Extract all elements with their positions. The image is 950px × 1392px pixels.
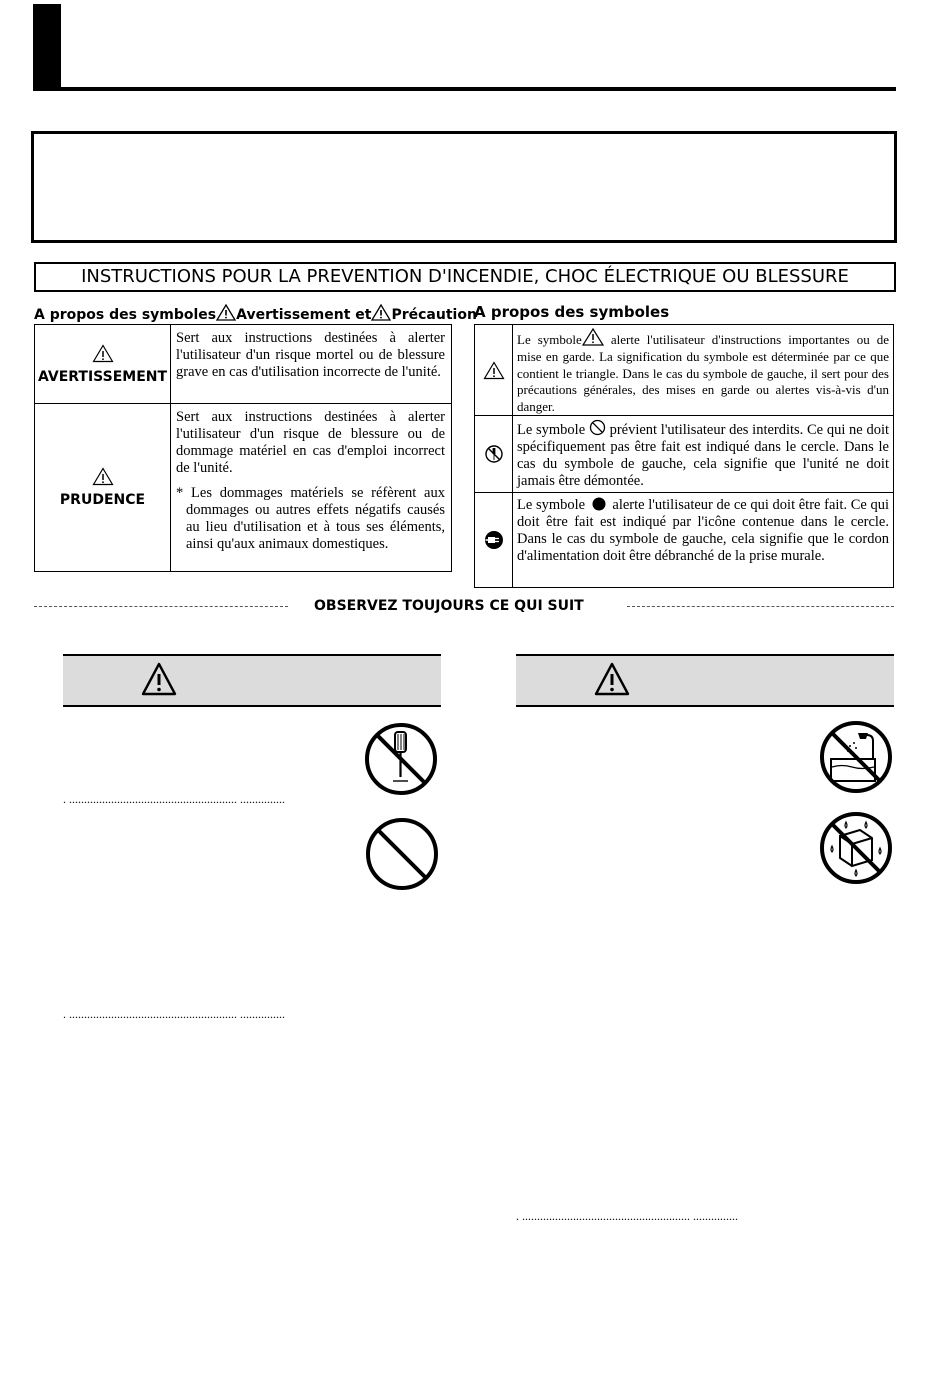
table-row <box>35 404 451 571</box>
dashed-divider-right <box>627 606 894 607</box>
warning-band-right <box>516 654 894 707</box>
table-row <box>475 416 893 493</box>
left-heading-part2: Avertissement et <box>236 307 372 323</box>
symbol-description <box>517 328 889 416</box>
mandatory-action-icon <box>589 496 609 511</box>
warning-triangle-icon <box>140 661 178 697</box>
text-after: alerte l'utilisateur d'instructions importantes ou de mise en garde. La signification du symbole est déterminée par ce que contient le triangle. Dans le cas du symbole de gauche, il sert pour des précautions générales, des mises en garde ou alertes vis-à-vis d'un danger. <box>517 332 890 415</box>
prudence-note: * Les dommages matériels se réfèrent aux dommages ou autres effets négatifs causés au lieu d'utilisation et à tous ses éléments, ainsi qu'aux animaux domestiques. <box>176 485 445 552</box>
left-heading-part3: Précaution <box>391 307 477 323</box>
text-before: Le symbole <box>517 422 586 438</box>
no-liquid-on-device-icon <box>818 810 894 886</box>
text-after: prévient l'utilisateur des interdits. Ce qui ne doit spécifiquement pas être fait est indiqué dans le cercle. Dans le cas du symbole de gauche, cela signifie que l'unité ne doit jamais être démontée. <box>517 422 890 489</box>
icon-cell <box>475 325 513 415</box>
label-cell <box>35 404 171 571</box>
left-heading-part1: A propos des symboles <box>34 307 217 323</box>
observe-heading: OBSERVEZ TOUJOURS CE QUI SUIT <box>314 598 584 614</box>
icon-cell <box>475 416 513 492</box>
separator-dots: . ........................................................ ............... <box>63 1007 285 1021</box>
warning-triangle-icon <box>582 328 604 346</box>
left-heading <box>34 304 477 323</box>
warning-triangle-icon <box>216 304 236 321</box>
section-title: INSTRUCTIONS POUR LA PREVENTION D'INCENDIE, CHOC ÉLECTRIQUE OU BLESSURE <box>34 262 896 292</box>
no-disassembly-icon <box>484 444 504 464</box>
no-screwdriver-icon <box>363 721 439 797</box>
table-row <box>475 493 893 587</box>
unplug-icon <box>484 530 504 550</box>
table-row <box>475 325 893 416</box>
icon-cell <box>475 493 513 587</box>
prudence-cell <box>176 409 445 553</box>
warning-triangle-icon <box>92 344 114 363</box>
warning-triangle-icon <box>92 467 114 486</box>
avertissement-text: Sert aux instructions destinées à alerter l'utilisateur d'un risque mortel ou de blessure grave en cas d'utilisation incorrecte de l'unité. <box>176 330 445 380</box>
separator-dots: . ........................................................ ............... <box>516 1209 738 1223</box>
prudence-label: PRUDENCE <box>59 492 146 508</box>
symbols-table-left <box>34 324 452 572</box>
warning-triangle-icon <box>483 361 505 380</box>
symbol-description <box>517 419 889 490</box>
notice-box <box>31 131 897 243</box>
right-heading: A propos des symboles <box>474 303 670 321</box>
prohibited-icon <box>589 419 606 436</box>
dashed-divider-left <box>34 606 288 607</box>
table-row <box>35 325 451 404</box>
text-before: Le symbole <box>517 332 582 347</box>
symbol-description <box>517 496 889 565</box>
prudence-text: Sert aux instructions destinées à alerter l'utilisateur d'un risque de blessure ou de dommage matériel en cas d'emploi incorrect de l'unité. <box>176 409 445 476</box>
header-rule <box>33 87 896 91</box>
warning-triangle-icon <box>371 304 391 321</box>
warning-triangle-icon <box>593 661 631 697</box>
label-cell <box>35 325 171 403</box>
avertissement-label: AVERTISSEMENT <box>37 368 168 385</box>
warning-band-left <box>63 654 441 707</box>
symbols-table-right <box>474 324 894 588</box>
no-water-icon <box>818 719 894 795</box>
text-before: Le symbole <box>517 497 586 513</box>
separator-dots: . ........................................................ ............... <box>63 792 285 806</box>
text-after: alerte l'utilisateur de ce qui doit être fait. Ce qui doit être fait est indiqué par l'icône contenue dans le cercle. Dans le cas du symbole de gauche, cela signifie que le cordon d'alimentation doit être débranché de la prise murale. <box>517 497 890 564</box>
prohibited-icon <box>364 816 440 892</box>
header-black-tab <box>33 4 61 90</box>
